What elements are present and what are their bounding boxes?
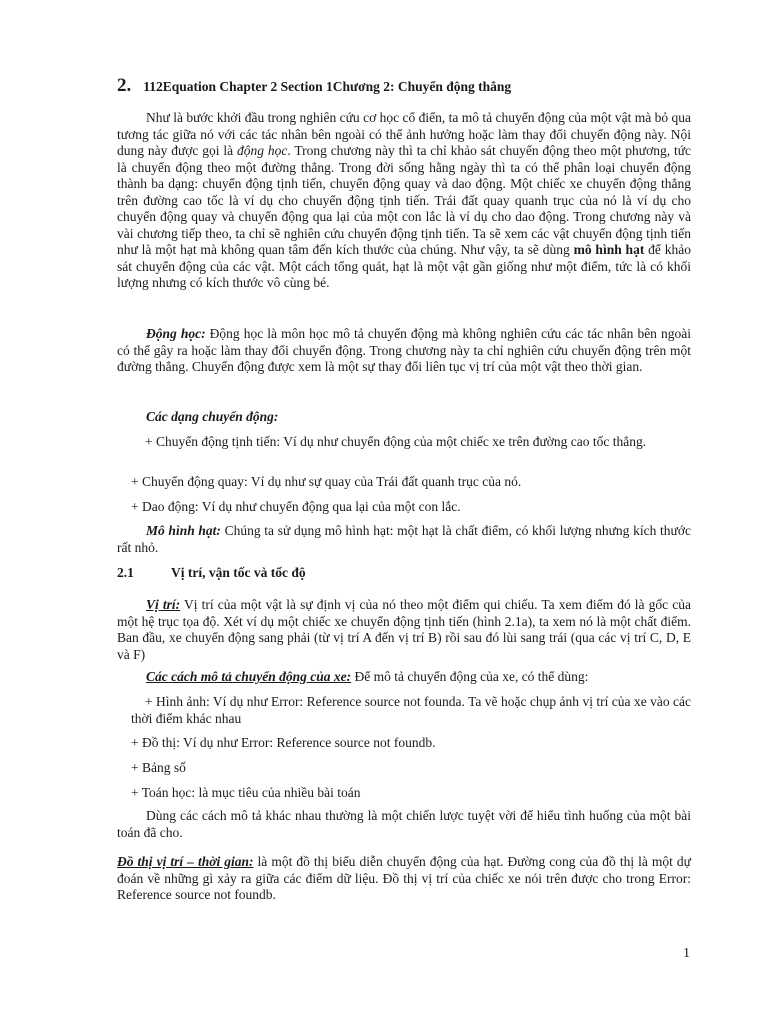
chapter-title: 112Equation Chapter 2 Section 1Chương 2: Chuyển động thẳng — [143, 79, 512, 94]
position-paragraph — [117, 597, 691, 663]
kinematics-text: Động học là môn học mô tả chuyển động mà không nghiên cứu các tác nhân bên ngoài có thể gây ra hoặc làm thay đổi chuyển động. Trong chương này ta chỉ nghiên cứu chuyển động trên một đường thẳng. Chuyển động được xem là một sự thay đổi liên tục vị trí của một vật theo thời gian. — [117, 326, 691, 374]
motion-type-item: + Chuyển động tịnh tiến: Ví dụ như chuyển động của một chiếc xe trên đường cao tốc thẳng. — [145, 434, 647, 449]
particle-model-text: Chúng ta sử dụng mô hình hạt: một hạt là chất điểm, có khối lượng nhưng kích thước rất nhỏ. — [117, 523, 691, 555]
intro-text-2: . Trong chương này thì ta chỉ khảo sát chuyển động theo một phương, tức là chuyển động theo một đường thẳng. Trong đời sống hằng ngày thì ta có thể phân loại chuyển động thành ba dạng: chuyển động tịnh tiến, chuyển động quay và dao động. Một chiếc xe chuyển động thẳng trên đường cao tốc là ví dụ cho chuyển động tịnh tiến. Trái đất quay quanh trục của nó là ví dụ cho chuyển động quay và chuyển động qua lại của một con lắc là ví dụ cho dao động. Trong chương này và vài chương tiếp theo, ta chỉ sẽ nghiên cứu chuyển động tịnh tiến. Ta sẽ xem các vật chuyển động tịnh tiến như là một hạt mà không quan tâm đến kích thước của chúng. Như vậy, ta sẽ dùng — [117, 143, 691, 257]
chapter-heading — [117, 77, 717, 96]
intro-text-1: Như là bước khởi đầu trong nghiên cứu cơ học cổ điển, ta mô tả chuyển động của một vật mà bỏ qua tương tác giữa nó với các tác nhân bên ngoài có thể ảnh hưởng hoặc làm thay đổi chuyển động này. Nội dung này được gọi là — [117, 110, 691, 158]
describe-methods-label: Các cách mô tả chuyển động của xe: — [146, 669, 352, 684]
describe-methods-paragraph — [117, 669, 691, 686]
position-time-paragraph — [117, 854, 691, 904]
describe-methods-summary: Dùng các cách mô tả khác nhau thường là một chiến lược tuyệt vời để hiểu tình huống của một bài toán đã cho. — [117, 808, 691, 840]
motion-type-item: + Dao động: Ví dụ như chuyển động qua lại của một con lắc. — [131, 499, 461, 514]
intro-bold-term: mô hình hạt — [573, 242, 645, 257]
intro-emphasis: động học — [236, 143, 288, 158]
describe-method-item: + Hình ảnh: Ví dụ như Error: Reference source not founda. Ta vẽ hoặc chụp ảnh vị trí của xe vào các thời điểm khác nhau — [131, 694, 691, 726]
chapter-number: 2. — [117, 75, 132, 96]
section-title: Vị trí, vận tốc và tốc độ — [171, 565, 306, 580]
particle-model-label: Mô hình hạt: — [146, 523, 221, 538]
section-heading — [117, 565, 306, 582]
intro-text-3: để khảo sát chuyển động của các vật. Một cách tổng quát, hạt là một vật gần giống như một điểm, tức là có khối lượng nhưng có kích thước vô cùng bé. — [117, 242, 691, 290]
section-number: 2.1 — [117, 565, 134, 580]
page-number: 1 — [683, 946, 690, 961]
describe-method-item: + Bảng số — [131, 760, 186, 775]
position-text: Vị trí của một vật là sự định vị của nó theo một điểm qui chiếu. Ta xem điểm đó là gốc của một hệ trục tọa độ. Xét ví dụ một chiếc xe chuyển động tịnh tiến (hình 2.1a), ta xem nó là một chất điểm. Ban đầu, xe chuyển động sang phải (từ vị trí A đến vị trí B) rồi sau đó lùi sang trái (qua các vị trí C, D, E và F) — [117, 597, 691, 662]
motion-types-title-text: Các dạng chuyển động: — [146, 409, 279, 424]
position-label: Vị trí: — [146, 597, 181, 612]
position-time-label: Đồ thị vị trí – thời gian: — [117, 854, 254, 869]
describe-method-item: + Đồ thị: Ví dụ như Error: Reference source not foundb. — [131, 735, 436, 750]
motion-type-item: + Chuyển động quay: Ví dụ như sự quay của Trái đất quanh trục của nó. — [131, 474, 522, 489]
kinematics-label: Động học: — [146, 326, 206, 341]
kinematics-paragraph — [117, 326, 691, 376]
intro-paragraph — [117, 110, 691, 292]
position-time-text: là một đồ thị biểu diễn chuyển động của hạt. Đường cong của đồ thị là một dự đoán về những gì xảy ra giữa các điểm dữ liệu. Đồ thị vị trí của chiếc xe nói trên được cho trong Error: Reference source not foundb. — [117, 854, 692, 902]
describe-methods-text: Để mô tả chuyển động của xe, có thể dùng: — [351, 669, 589, 684]
motion-types-title — [117, 409, 691, 426]
particle-model-paragraph — [117, 523, 691, 556]
describe-method-item: + Toán học: là mục tiêu của nhiều bài toán — [131, 785, 361, 800]
